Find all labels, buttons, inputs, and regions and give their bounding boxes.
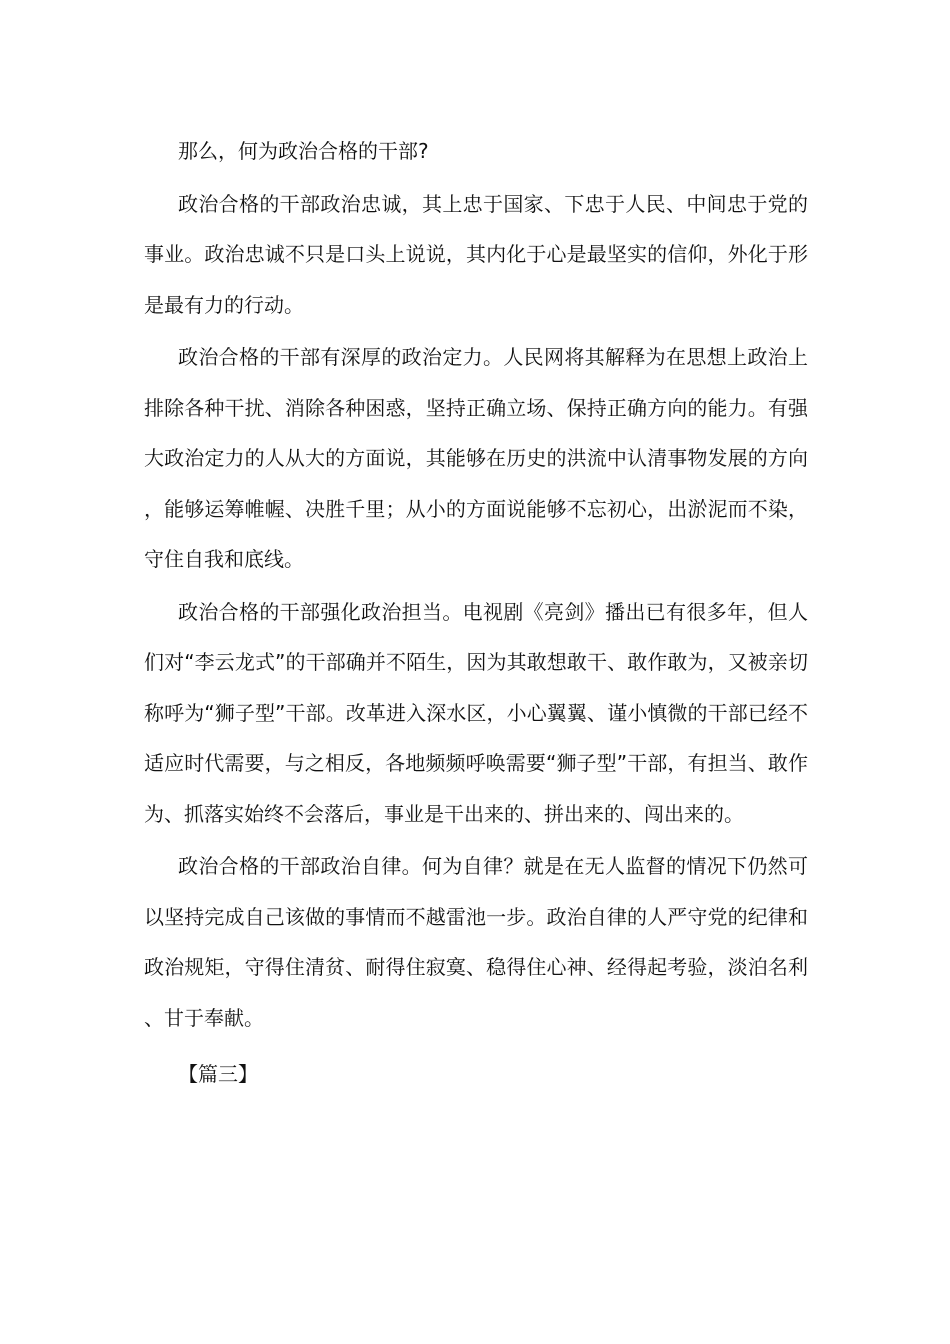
paragraph-political-loyalty: 政治合格的干部政治忠诚，其上忠于国家、下忠于人民、中间忠于党的事业。政治忠诚不只是口头上说说，其内化于心是最坚实的信仰，外化于形是最有力的行动。 (144, 191, 808, 317)
section-label: 【篇三】 (178, 1062, 258, 1086)
paragraph-political-self-discipline: 政治合格的干部政治自律。何为自律？就是在无人监督的情况下仍然可以坚持完成自己该做的事情而不越雷池一步。政治自律的人严守党的纪律和政治规矩，守得住清贫、耐得住寂寞、稳得住心神、经得起考验，淡泊名利、甘于奉献。 (144, 854, 808, 1030)
document-body (144, 126, 808, 1100)
paragraph-political-resolve: 政治合格的干部有深厚的政治定力。人民网将其解释为在思想上政治上排除各种干扰、消除各种困惑，坚持正确立场、保持正确方向的能力。有强大政治定力的人从大的方面说，其能够在历史的洪流中认清事物发展的方向，能够运筹帷幄、决胜千里；从小的方面说能够不忘初心，出淤泥而不染，守住自我和底线。 (144, 345, 808, 571)
paragraph-question: 那么，何为政治合格的干部? (178, 139, 429, 163)
paragraph-political-responsibility: 政治合格的干部强化政治担当。电视剧《亮剑》播出已有很多年，但人们对“李云龙式”的干部确并不陌生，因为其敢想敢干、敢作敢为，又被亲切称呼为“狮子型”干部。改革进入深水区，小心翼翼、谨小慎微的干部已经不适应时代需要，与之相反，各地频频呼唤需要“狮子型”干部，有担当、敢作为、抓落实始终不会落后，事业是干出来的、拼出来的、闯出来的。 (144, 599, 808, 826)
